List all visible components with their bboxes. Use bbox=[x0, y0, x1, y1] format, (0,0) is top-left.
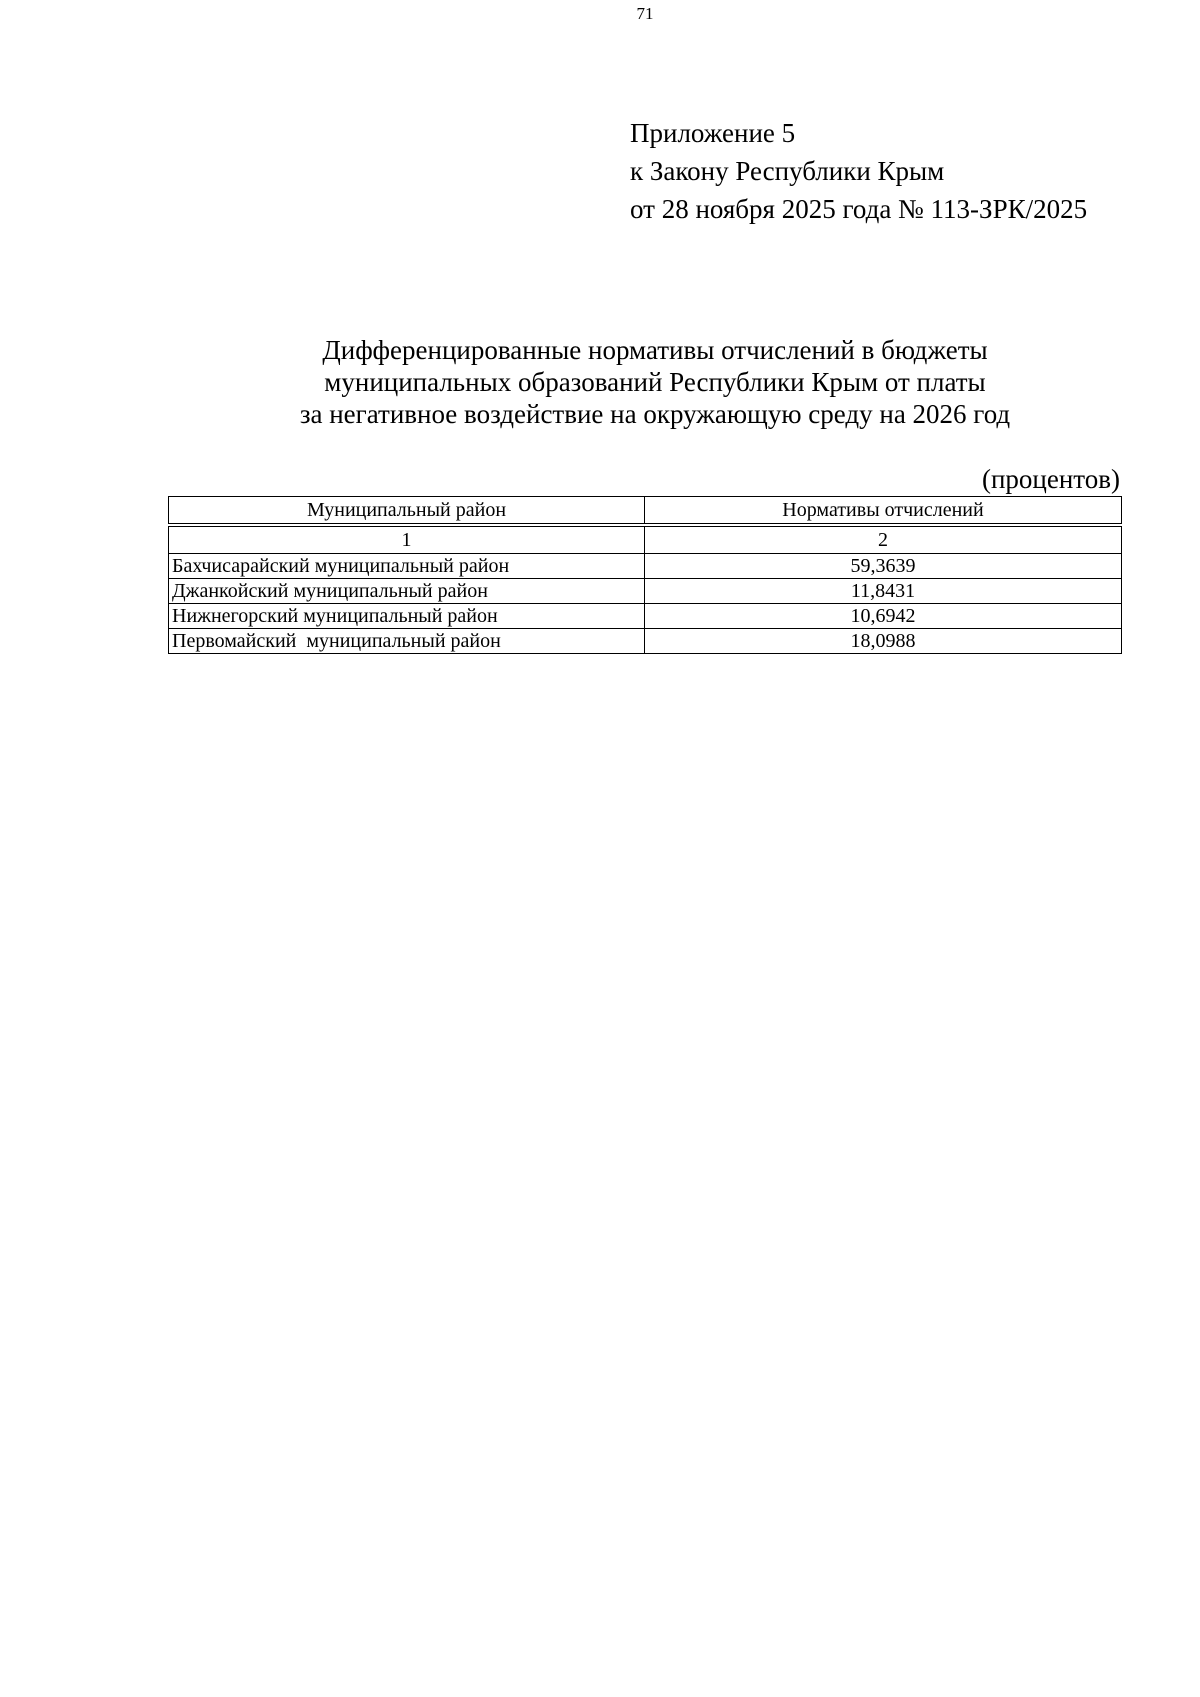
appendix-line-1: Приложение 5 bbox=[630, 118, 796, 148]
district-name: Первомайский муниципальный район bbox=[169, 629, 645, 654]
table-row bbox=[169, 629, 1122, 654]
norm-value: 18,0988 bbox=[645, 629, 1122, 654]
norm-value: 59,3639 bbox=[645, 554, 1122, 579]
document-title bbox=[0, 334, 1200, 430]
title-line-3: за негативное воздействие на окружающую среду на 2026 год bbox=[299, 399, 1011, 429]
norms-table bbox=[168, 496, 1122, 654]
table-row bbox=[169, 604, 1122, 629]
title-line-1: Дифференцированные нормативы отчислений в бюджеты bbox=[322, 335, 988, 365]
title-line-2: муниципальных образований Республики Крым от платы bbox=[324, 367, 986, 397]
district-name: Нижнегорский муниципальный район bbox=[169, 604, 645, 629]
column-number-1: 1 bbox=[169, 527, 645, 554]
column-number-row bbox=[169, 527, 1122, 554]
units-label: (процентов) bbox=[981, 464, 1120, 494]
page-number: 71 bbox=[636, 4, 654, 23]
appendix-line-3: от 28 ноября 2025 года № 113-ЗРК/2025 bbox=[630, 194, 1088, 224]
table-row bbox=[169, 579, 1122, 604]
norm-value: 11,8431 bbox=[645, 579, 1122, 604]
appendix-block bbox=[630, 114, 1087, 228]
column-number-2: 2 bbox=[645, 527, 1122, 554]
district-name: Джанкойский муниципальный район bbox=[169, 579, 645, 604]
table-header-row bbox=[169, 497, 1122, 524]
appendix-line-2: к Закону Республики Крым bbox=[630, 156, 945, 186]
table-row bbox=[169, 554, 1122, 579]
header-district: Муниципальный район bbox=[169, 497, 645, 524]
norm-value: 10,6942 bbox=[645, 604, 1122, 629]
district-name: Бахчисарайский муниципальный район bbox=[169, 554, 645, 579]
header-norms: Нормативы отчислений bbox=[645, 497, 1122, 524]
